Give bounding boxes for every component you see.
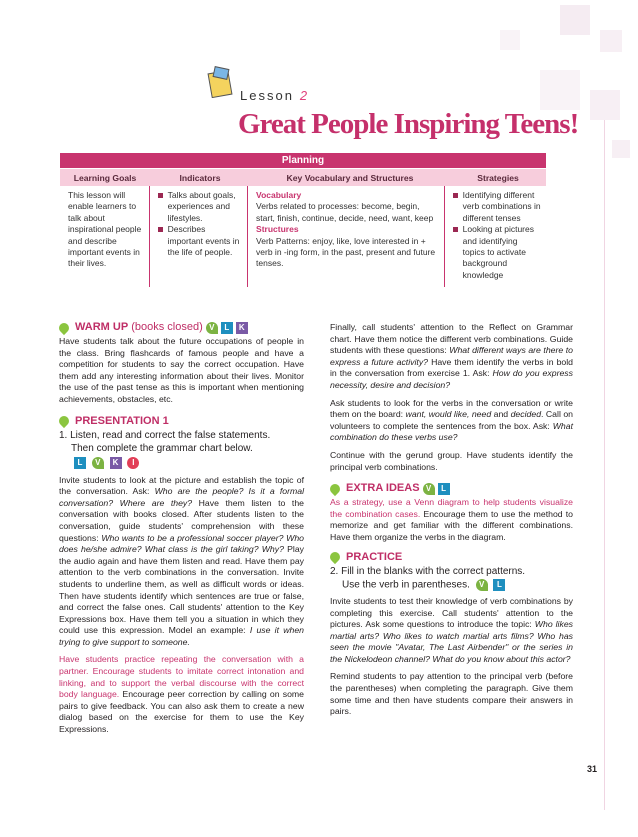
lesson-icon xyxy=(206,66,236,98)
indicator-item: Talks about goals, experiences and lifestyles. xyxy=(158,190,242,224)
learning-goals-cell: This lesson will enable learners to talk about inspirational people and describe important events in their lives. xyxy=(68,190,142,269)
lesson-number: 2 xyxy=(299,88,308,103)
pin-icon xyxy=(57,414,71,428)
indicators-cell xyxy=(149,186,247,287)
strategy-item: Identifying different verb combinations in different tenses xyxy=(453,190,541,224)
lesson-label: Lesson 2 xyxy=(240,88,308,103)
structures-heading: Structures xyxy=(256,224,299,235)
linguistic-badge-icon: L xyxy=(493,579,505,591)
exercise-1-instruction: 1. Listen, read and correct the false statements. Then complete the grammar chart below. L V K I xyxy=(59,430,271,468)
extra-ideas-heading: EXTRA IDEAS V L xyxy=(330,483,573,495)
practice-paragraph: Have students practice repeating the conversation with a partner. Encourage students to imitate correct intonation and linking, and to support the verbal discourse with the correct body language. Encourage peer correction by calling on some pairs to give feedback. You can also ask them to create a new dialog based on the exercise for them to use the Key Expressions. xyxy=(59,654,304,735)
pin-icon xyxy=(57,321,71,335)
pin-icon xyxy=(328,482,342,496)
practice-exercise-paragraph: Invite students to test their knowledge of verb combinations by completing this exercise. Call students' attention to the pictures. Ask some questions to introduce the topic: Who likes martial arts? Who likes to watch martial arts films? Who has seen the movie "Avatar, The Last Airbender" or the series in the Nickelodeon channel? What do you know about this actor? xyxy=(330,595,574,664)
page-number: 31 xyxy=(587,764,598,774)
visual-badge-icon: V xyxy=(423,483,435,495)
linguistic-badge-icon: L xyxy=(221,322,233,334)
grammar-paragraph: Finally, call students' attention to the Reflect on Grammar chart. Have them notice the different verb combinations. Guide students with these questions: What different ways are there to express a future activity? Have them identify the verbs in bold in the conversation from exercise 1. Ask: How do you express necessity, desire and decision? xyxy=(330,322,574,390)
right-column xyxy=(330,322,573,724)
warmup-heading: WARM UP (books closed) V L K xyxy=(59,322,304,334)
verbs-paragraph: Ask students to look for the verbs in the conversation or write them on the board: want, would like, need and decided. Call on volunteers to complete the sentences from the box. Ask: What combination do these verbs use? xyxy=(330,397,573,443)
kinesthetic-badge-icon: K xyxy=(110,457,122,469)
page-title: Great People Inspiring Teens! xyxy=(238,108,579,140)
planning-header-row xyxy=(60,168,546,186)
visual-badge-icon: V xyxy=(92,457,104,469)
vocabulary-cell xyxy=(247,186,444,287)
indicator-item: Describes important events in the life of people. xyxy=(158,224,242,258)
vocabulary-text: Verbs related to processes: become, begin, start, finish, continue, decide, need, want, keep xyxy=(256,201,434,223)
gerund-paragraph: Continue with the gerund group. Have students identify the principal verb combinations. xyxy=(330,449,573,472)
header-vocabulary: Key Vocabulary and Structures xyxy=(286,172,414,183)
planning-table xyxy=(60,153,546,287)
strategies-cell xyxy=(444,186,546,287)
structures-text: Verb Patterns: enjoy, like, love interested in + verb in -ing form, in the past, present and future tenses. xyxy=(256,235,436,269)
header-strategies: Strategies xyxy=(477,172,519,183)
exercise-2-instruction: 2. Fill in the blanks with the correct patterns. Use the verb in parentheses. V L xyxy=(330,566,526,591)
presentation-heading: PRESENTATION 1 xyxy=(59,416,304,428)
vocabulary-heading: Vocabulary xyxy=(256,190,302,200)
linguistic-badge-icon: L xyxy=(74,457,86,469)
visual-badge-icon: V xyxy=(206,322,218,334)
presentation-paragraph: Invite students to look at the picture and establish the topic of the conversation. Ask: Who are the people? Is it a formal conversation? Where are they? Have them listen to the conversation with books closed. After students listen to the conversation, guide students' comprehension with these questions: Who wants to be a professional soccer player? Who does he/she admire? What class is the girl taking? Why? Play the audio again and have them listen and read. Have them pay attention to the verb combinations in the conversation. Invite students to underline them, as well as difficult words or ideas. Then have students identify which sentences are true or false, and correct the false ones. Call students' attention to the Key Expressions box. Have them tell you a situation in which they could use this expression. Model an example: I use it when trying to give support to someone. xyxy=(59,474,305,647)
practice-heading: PRACTICE xyxy=(330,552,573,564)
remind-paragraph: Remind students to pay attention to the principal verb (before the parentheses) when completing the paragraph. Give them some time and then have students compare their answers in pairs. xyxy=(330,671,573,717)
visual-badge-icon: V xyxy=(476,579,488,591)
linguistic-badge-icon: L xyxy=(438,483,450,495)
header-indicators: Indicators xyxy=(179,172,221,183)
kinesthetic-badge-icon: K xyxy=(236,322,248,334)
strategy-item: Looking at pictures and identifying topics to activate background knowledge xyxy=(453,224,541,281)
planning-body xyxy=(60,186,546,287)
warmup-text: Have students talk about the future occupations of people in the class. Bring flashcards of famous people and have a competition for students to say the correct occupation. Have them add any interesting information about their lives. Monitor the use of the past tense as this is important when mentioning achievements, obstacles, etc. xyxy=(59,336,304,404)
extra-ideas-text: As a strategy, use a Venn diagram to help students visualize the combination cases. Encourage them to use the method to memorize and get familiar with the different combinations. Have them organize the verbs in the diagram. xyxy=(330,497,574,542)
pin-icon xyxy=(328,550,342,564)
left-column xyxy=(59,322,304,742)
header-learning-goals: Learning Goals xyxy=(73,172,137,183)
margin-line xyxy=(604,120,605,810)
interpersonal-badge-icon: I xyxy=(127,457,139,469)
planning-bar: Planning xyxy=(60,153,546,168)
